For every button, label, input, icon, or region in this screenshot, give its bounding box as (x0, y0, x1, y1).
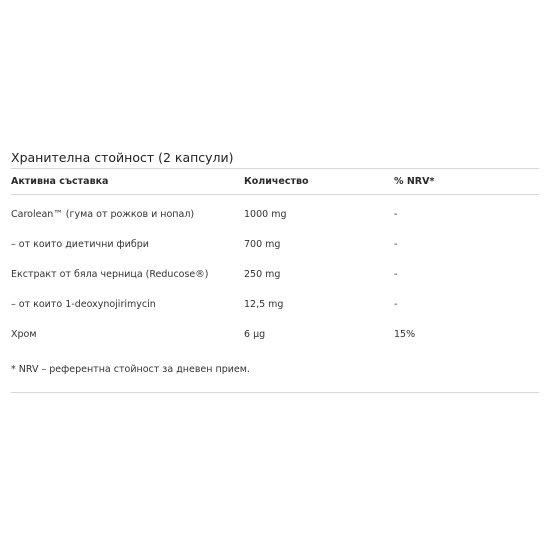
row-ingredient: Хром (11, 328, 37, 340)
row-amount: 250 mg (244, 268, 281, 280)
row-ingredient: Екстракт от бяла черница (Reducose®) (11, 268, 209, 280)
header-ingredient: Активна съставка (11, 176, 109, 187)
row-nrv: - (394, 208, 398, 220)
footnote: * NRV – референтна стойност за дневен прием. (11, 364, 250, 375)
row-nrv: - (394, 268, 398, 280)
divider (11, 392, 539, 393)
header-nrv: % NRV* (394, 176, 435, 187)
nutrition-table (11, 199, 539, 349)
header-amount: Количество (244, 176, 309, 187)
row-nrv: - (394, 238, 398, 250)
table-row (11, 319, 539, 349)
row-nrv: 15% (394, 328, 416, 340)
row-ingredient: – от които диетични фибри (11, 238, 149, 250)
table-row (11, 229, 539, 259)
table-row (11, 199, 539, 229)
table-header (11, 169, 539, 194)
row-amount: 12,5 mg (244, 298, 284, 310)
nutrition-panel (11, 148, 539, 393)
table-row (11, 289, 539, 319)
row-amount: 700 mg (244, 238, 281, 250)
row-ingredient: – от които 1-deoxynojirimycin (11, 298, 156, 310)
nutrition-title: Хранителна стойност (2 капсули) (11, 150, 234, 165)
row-ingredient: Carolean™ (гума от рожков и нопал) (11, 208, 195, 220)
table-row (11, 259, 539, 289)
row-amount: 1000 mg (244, 208, 287, 220)
row-nrv: - (394, 298, 398, 310)
row-amount: 6 μg (244, 328, 266, 340)
